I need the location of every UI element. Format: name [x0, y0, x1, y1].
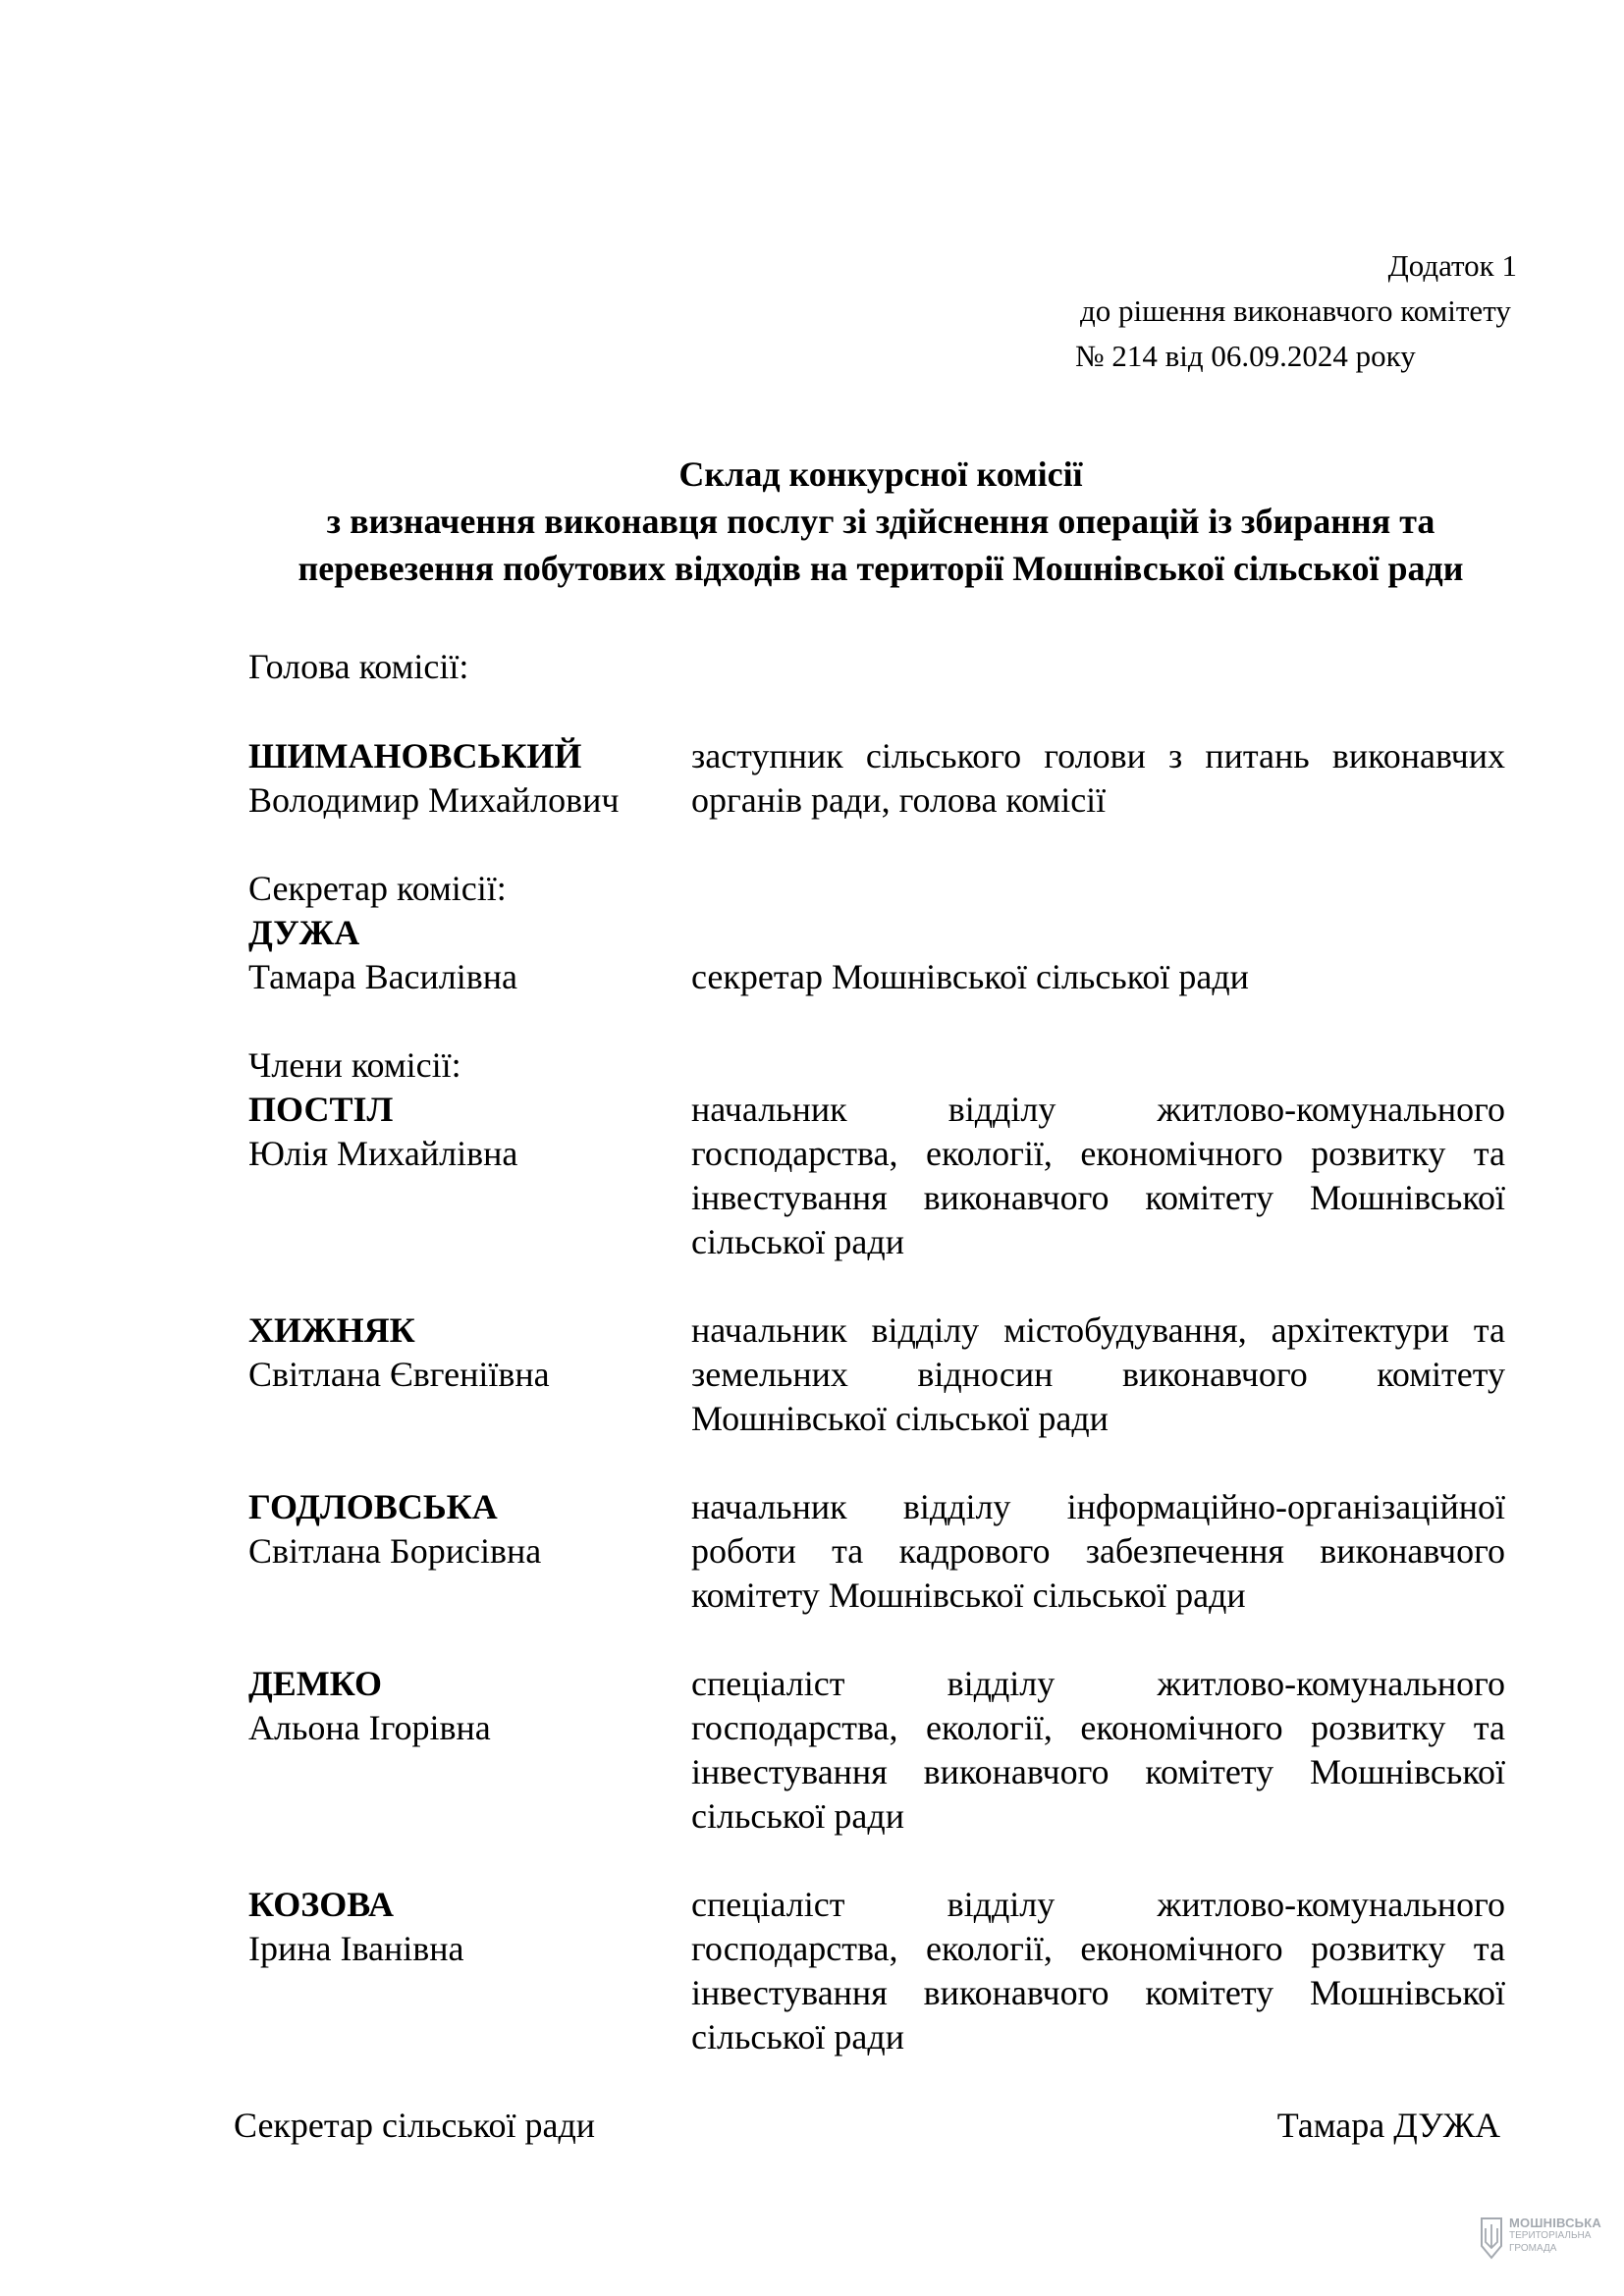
logo-line-2: ТЕРИТОРІАЛЬНА: [1509, 2230, 1592, 2241]
annex-decision: до рішення виконавчого комітету: [1080, 294, 1511, 328]
annex-block: [982, 243, 1517, 379]
signature-name: Тамара ДУЖА: [1276, 2106, 1500, 2145]
member-role: начальник відділу містобудування, архітектури та земельних відносин виконавчого комітету Мошнівської сільської ради: [691, 1310, 1505, 1438]
title-line-2: з визначення виконавця послуг зі здійснення операцій із збирання та: [326, 502, 1435, 541]
logo-text: [1509, 2216, 1601, 2255]
members-section-label: Члени комісії:: [248, 1045, 461, 1085]
community-logo: [1480, 2211, 1607, 2269]
title-line-1: Склад конкурсної комісії: [678, 454, 1083, 494]
member-name: [248, 734, 671, 823]
document-title: [177, 451, 1585, 592]
member-surname: ПОСТІЛ: [248, 1090, 394, 1129]
member-entry: [248, 1485, 1505, 1618]
member-entry: [248, 1883, 1505, 2059]
member-given-name: Тамара Василівна: [248, 957, 518, 996]
logo-line-3: ГРОМАДА: [1509, 2243, 1557, 2254]
logo-line-1: МОШНІВСЬКА: [1509, 2216, 1601, 2230]
member-name: [248, 911, 671, 999]
trident-emblem-icon: [1480, 2216, 1503, 2260]
member-name: [248, 1485, 671, 1574]
member-surname: КОЗОВА: [248, 1885, 394, 1924]
member-surname: ДУЖА: [248, 913, 360, 952]
secretary-entry: [248, 911, 1505, 999]
member-role: спеціаліст відділу житлово-комунального господарства, екології, економічного розвитку та інвестування виконавчого комітету Мошнівської сільської ради: [691, 1885, 1505, 2056]
member-given-name: Світлана Євгеніївна: [248, 1355, 550, 1394]
member-surname: ШИМАНОВСЬКИЙ: [248, 736, 582, 775]
member-entry: [248, 1308, 1505, 1441]
title-line-3: перевезення побутових відходів на території Мошнівської сільської ради: [298, 549, 1464, 588]
signature-block: [234, 2104, 1500, 2148]
member-given-name: Юлія Михайлівна: [248, 1134, 518, 1173]
member-entry: [248, 1088, 1505, 1264]
member-given-name: Альона Ігорівна: [248, 1708, 491, 1747]
member-role: секретар Мошнівської сільської ради: [691, 957, 1249, 996]
member-role: начальник відділу житлово-комунального господарства, екології, економічного розвитку та інвестування виконавчого комітету Мошнівської сільської ради: [691, 1090, 1505, 1261]
secretary-section-label: Секретар комісії:: [248, 869, 507, 908]
member-given-name: Володимир Михайлович: [248, 780, 620, 820]
member-surname: ХИЖНЯК: [248, 1310, 415, 1350]
member-name: [248, 1662, 671, 1750]
member-name: [248, 1883, 671, 1971]
annex-decision-number: № 214 від 06.09.2024 року: [1075, 339, 1416, 373]
member-name: [248, 1088, 671, 1176]
member-role: спеціаліст відділу житлово-комунального господарства, екології, економічного розвитку та інвестування виконавчого комітету Мошнівської сільської ради: [691, 1664, 1505, 1836]
member-role: заступник сільського голови з питань виконавчих органів ради, голова комісії: [691, 736, 1505, 820]
head-section-label: Голова комісії:: [248, 647, 469, 686]
member-given-name: Світлана Борисівна: [248, 1531, 542, 1571]
member-surname: ДЕМКО: [248, 1664, 382, 1703]
signature-title: Секретар сільської ради: [234, 2106, 596, 2145]
member-surname: ГОДЛОВСЬКА: [248, 1487, 498, 1526]
member-role: начальник відділу інформаційно-організаційної роботи та кадрового забезпечення виконавчого комітету Мошнівської сільської ради: [691, 1487, 1505, 1615]
member-entry: [248, 1662, 1505, 1839]
member-given-name: Ірина Іванівна: [248, 1929, 464, 1968]
annex-number: Додаток 1: [1387, 248, 1517, 283]
head-entry: [248, 734, 1505, 823]
member-name: [248, 1308, 671, 1397]
